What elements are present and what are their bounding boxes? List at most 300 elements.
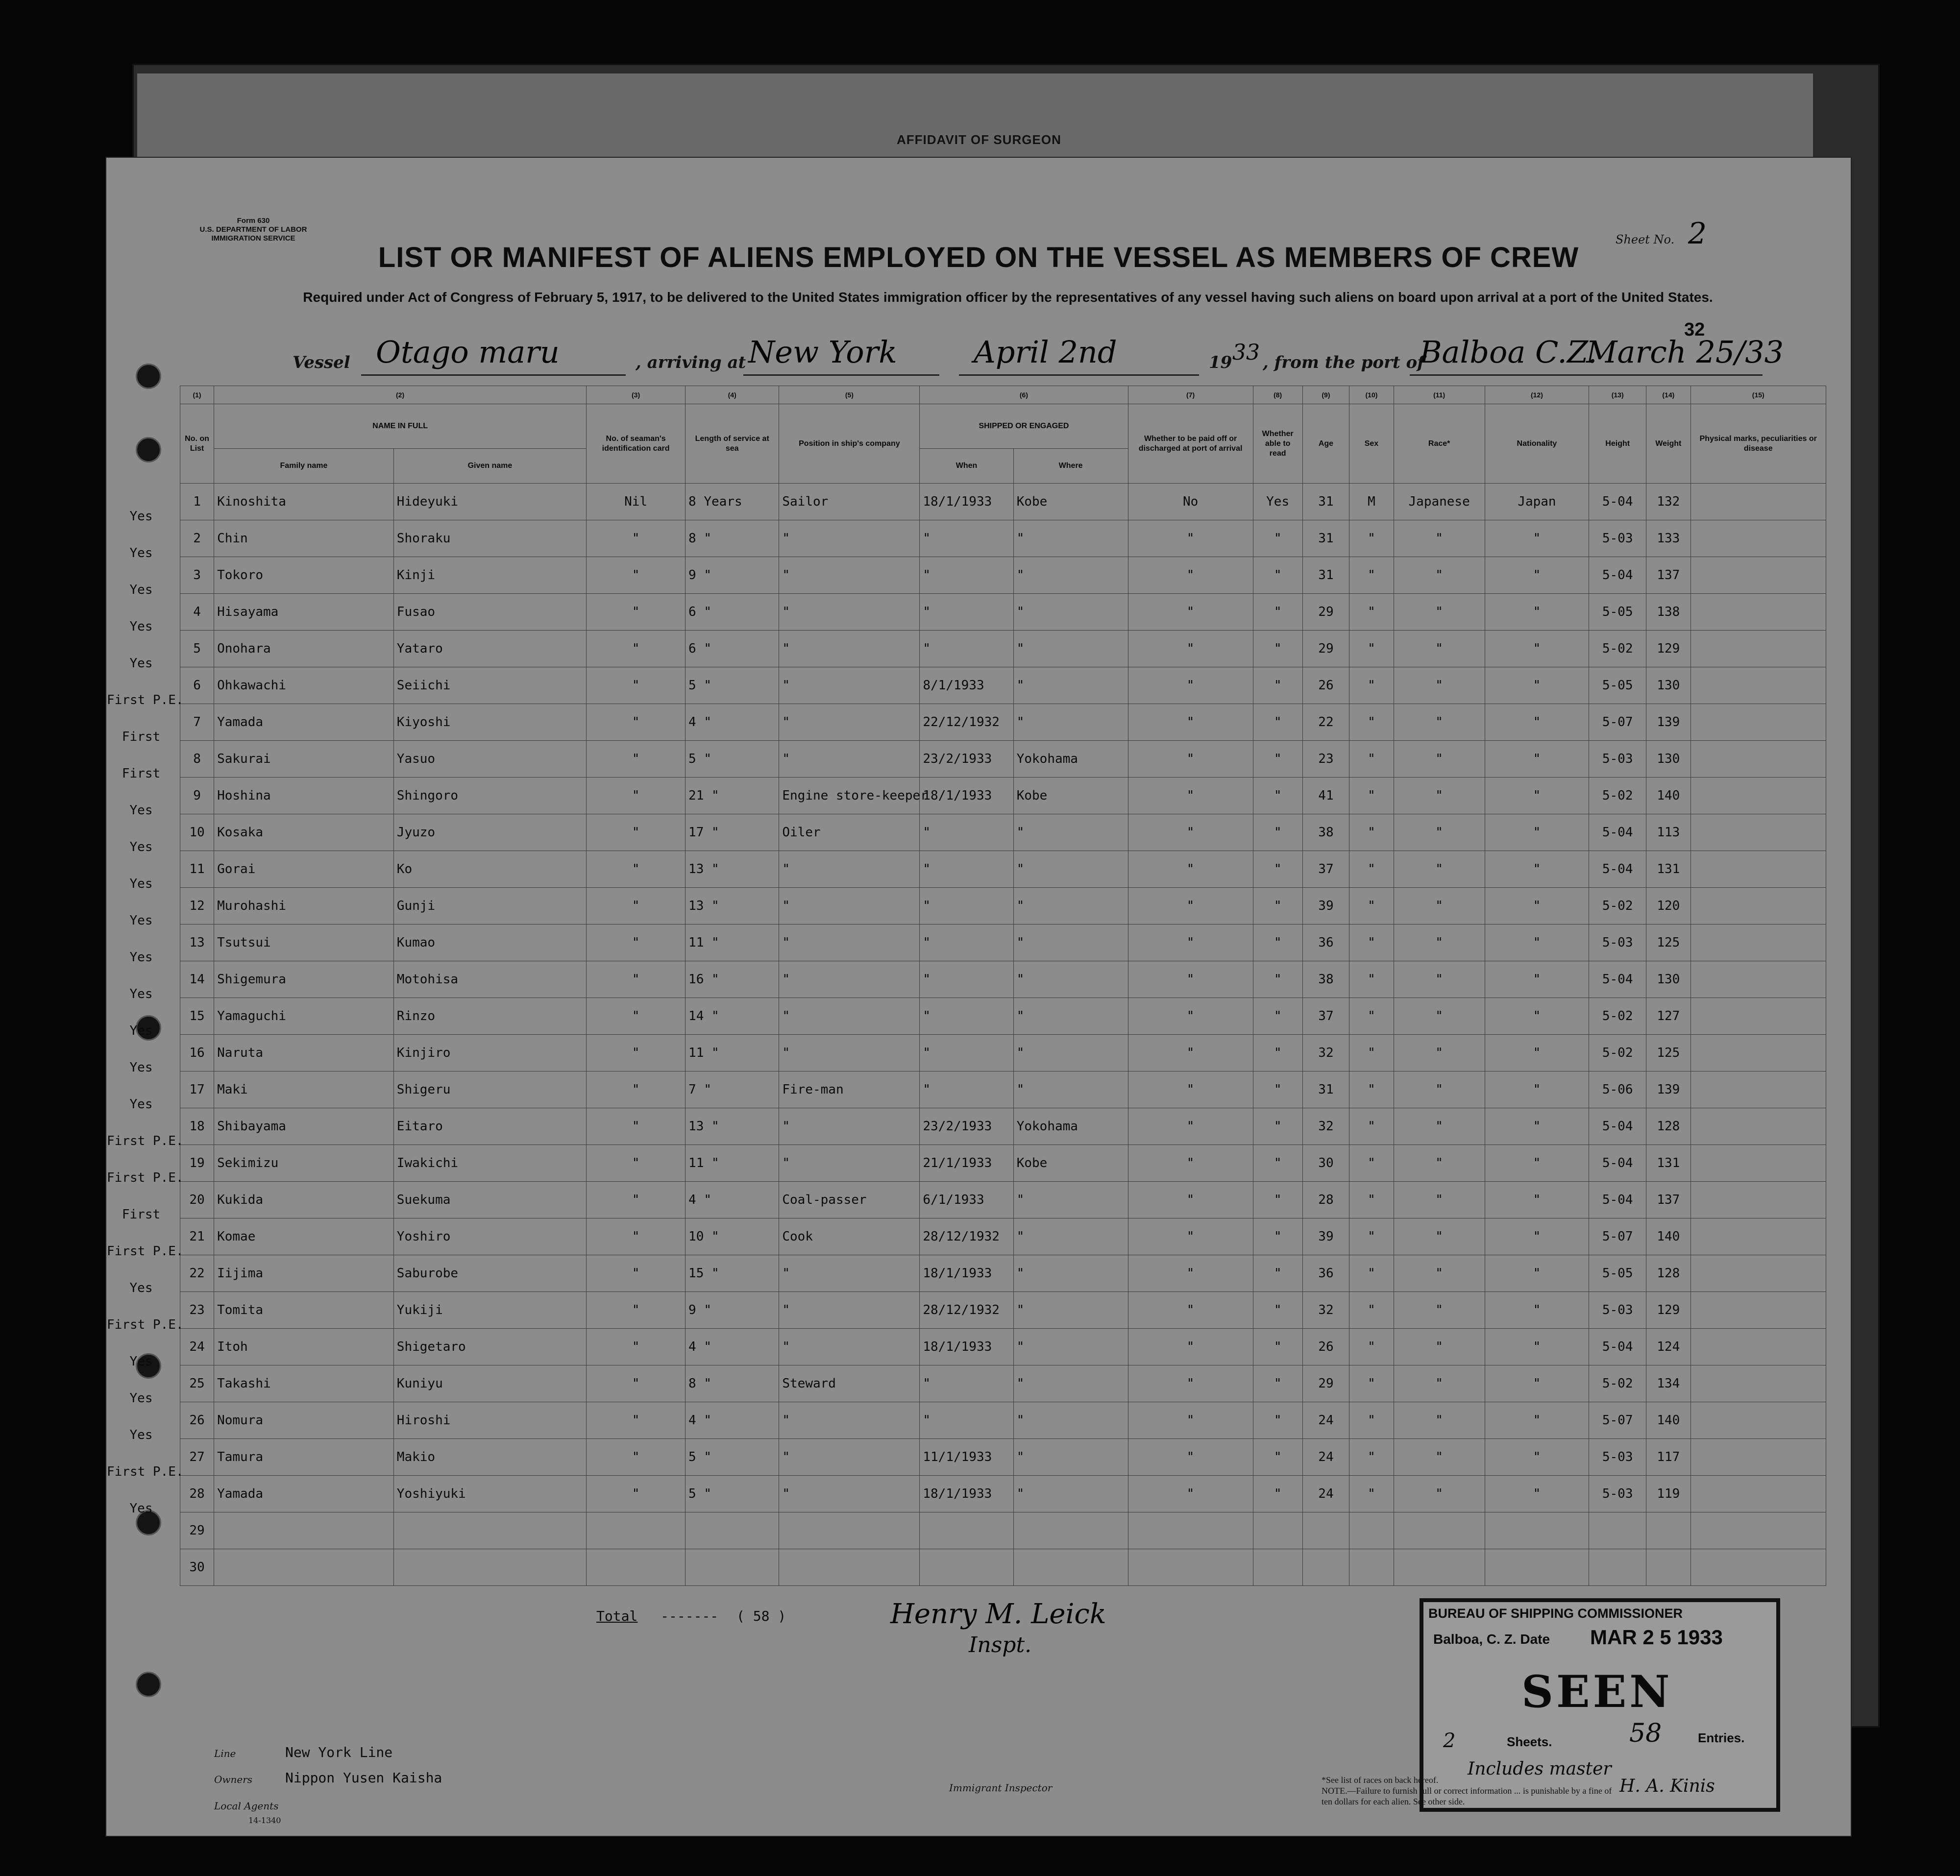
cell-nat: " [1485, 925, 1589, 961]
cell-when: " [920, 851, 1013, 888]
cell-card: " [587, 814, 686, 851]
cell-nat: " [1485, 631, 1589, 667]
cell-given: Yataro [393, 631, 586, 667]
row-note: First P.E. [107, 1244, 184, 1259]
col-num: (1) [180, 386, 214, 404]
cell-family [214, 1549, 394, 1586]
cell-height [1589, 1549, 1646, 1586]
cell-card: " [587, 1439, 686, 1476]
cell-service: 4 " [686, 1402, 779, 1439]
cell-when: 22/12/1932 [920, 704, 1013, 741]
cell-given: Makio [393, 1439, 586, 1476]
table-row [180, 1218, 1826, 1255]
cell-sex: " [1349, 1035, 1394, 1072]
cell-race: " [1394, 1145, 1485, 1182]
cell-nat: " [1485, 1072, 1589, 1108]
cell-card [587, 1512, 686, 1549]
cell-sex: " [1349, 888, 1394, 925]
cell-paid: " [1128, 961, 1253, 998]
cell-family: Hoshina [214, 778, 394, 814]
stamp-entries-num: 58 [1629, 1719, 1662, 1748]
cell-height: 5-02 [1589, 1035, 1646, 1072]
stamp-date: MAR 2 5 1933 [1590, 1626, 1723, 1649]
cell-paid: " [1128, 1072, 1253, 1108]
table-row [180, 1549, 1826, 1586]
from-label: , from the port of [1263, 353, 1424, 372]
cell-when: " [920, 594, 1013, 631]
cell-age [1302, 1549, 1349, 1586]
cell-weight [1646, 1512, 1690, 1549]
cell-service: 9 " [686, 557, 779, 594]
cell-no: 22 Yes [180, 1255, 214, 1292]
row-note: Yes [129, 1354, 153, 1369]
stamp-sheets-num: 2 [1443, 1730, 1456, 1752]
cell-race: " [1394, 1439, 1485, 1476]
cell-weight: 134 [1646, 1365, 1690, 1402]
cell-race: " [1394, 1329, 1485, 1365]
cell-read [1253, 1549, 1302, 1586]
cell-card: " [587, 1182, 686, 1218]
total-value: ( 58 ) [736, 1608, 786, 1624]
cell-where [1013, 1512, 1128, 1549]
cell-age: 29 [1302, 594, 1349, 631]
cell-marks [1690, 1072, 1826, 1108]
cell-no: 10 Yes [180, 814, 214, 851]
cell-weight: 133 [1646, 520, 1690, 557]
cell-nat: " [1485, 1182, 1589, 1218]
cell-no: 20 First [180, 1182, 214, 1218]
cell-paid: " [1128, 1035, 1253, 1072]
cell-nat: " [1485, 557, 1589, 594]
cell-read: Yes [1253, 484, 1302, 520]
cell-marks [1690, 484, 1826, 520]
cell-family: Gorai [214, 851, 394, 888]
arriving-label: , arriving at [636, 353, 746, 372]
cell-race: " [1394, 520, 1485, 557]
cell-given: Motohisa [393, 961, 586, 998]
cell-weight: 124 [1646, 1329, 1690, 1365]
cell-read: " [1253, 1476, 1302, 1512]
cell-marks [1690, 1512, 1826, 1549]
cell-position: " [779, 1292, 920, 1329]
cell-no: 13 Yes [180, 925, 214, 961]
cell-no: 8 First [180, 741, 214, 778]
cell-given: Fusao [393, 594, 586, 631]
cell-marks [1690, 851, 1826, 888]
table-row [180, 667, 1826, 704]
cell-sex: " [1349, 778, 1394, 814]
header-shipped: SHIPPED OR ENGAGED [920, 404, 1128, 449]
cell-given [393, 1512, 586, 1549]
cell-age: 26 [1302, 667, 1349, 704]
cell-paid: " [1128, 888, 1253, 925]
cell-card: " [587, 1329, 686, 1365]
table-row [180, 520, 1826, 557]
cell-sex [1349, 1549, 1394, 1586]
header-weight: Weight [1646, 404, 1690, 484]
col-num: (4) [686, 386, 779, 404]
cell-family: Sekimizu [214, 1145, 394, 1182]
cell-family: Tokoro [214, 557, 394, 594]
cell-weight: 139 [1646, 1072, 1690, 1108]
cell-age: 31 [1302, 520, 1349, 557]
stamp-initials: H. A. Kinis [1619, 1776, 1715, 1796]
cell-age: 31 [1302, 1072, 1349, 1108]
cell-paid: " [1128, 1255, 1253, 1292]
cell-sex: " [1349, 594, 1394, 631]
cell-marks [1690, 631, 1826, 667]
cell-age: 31 [1302, 484, 1349, 520]
cell-weight: 119 [1646, 1476, 1690, 1512]
header-sex: Sex [1349, 404, 1394, 484]
cell-nat: " [1485, 1439, 1589, 1476]
cell-family: Murohashi [214, 888, 394, 925]
cell-no: 9 Yes [180, 778, 214, 814]
cell-age: 24 [1302, 1439, 1349, 1476]
cell-position: Sailor [779, 484, 920, 520]
cell-height: 5-02 [1589, 631, 1646, 667]
cell-service: 5 " [686, 1476, 779, 1512]
cell-age: 36 [1302, 925, 1349, 961]
cell-service: 7 " [686, 1072, 779, 1108]
cell-read: " [1253, 704, 1302, 741]
header-position: Position in ship's company [779, 404, 920, 484]
cell-when: " [920, 631, 1013, 667]
cell-paid: " [1128, 851, 1253, 888]
footer-owners-label: Owners [214, 1774, 253, 1785]
sheet-number-value: 2 [1688, 217, 1707, 251]
col-num: (12) [1485, 386, 1589, 404]
cell-sex: " [1349, 1402, 1394, 1439]
row-note: Yes [129, 583, 153, 597]
cell-given: Kiyoshi [393, 704, 586, 741]
cell-family: Ohkawachi [214, 667, 394, 704]
cell-read: " [1253, 814, 1302, 851]
cell-family: Naruta [214, 1035, 394, 1072]
cell-position: " [779, 1108, 920, 1145]
cell-when: 21/1/1933 [920, 1145, 1013, 1182]
underline [959, 374, 1199, 376]
cell-race: " [1394, 1402, 1485, 1439]
cell-position: " [779, 961, 920, 998]
cell-position: " [779, 594, 920, 631]
stamp-entries-label: Entries. [1698, 1730, 1745, 1745]
cell-card [587, 1549, 686, 1586]
header-given-name: Given name [393, 449, 586, 484]
cell-no: 1 Yes [180, 484, 214, 520]
cell-sex: " [1349, 1218, 1394, 1255]
cell-where: Kobe [1013, 778, 1128, 814]
cell-given: Shingoro [393, 778, 586, 814]
cell-position: " [779, 741, 920, 778]
cell-height: 5-04 [1589, 961, 1646, 998]
sheet-label: Sheet No. [1616, 233, 1675, 246]
footer-line-label: Line [214, 1748, 236, 1759]
header-where: Where [1013, 449, 1128, 484]
cell-nat: " [1485, 594, 1589, 631]
col-num: (10) [1349, 386, 1394, 404]
cell-position: Cook [779, 1218, 920, 1255]
cell-no: 17 Yes [180, 1072, 214, 1108]
cell-paid: " [1128, 1182, 1253, 1218]
cell-card: " [587, 1035, 686, 1072]
cell-no: 27 First P.E. [180, 1439, 214, 1476]
cell-service: 8 Years [686, 484, 779, 520]
cell-position: " [779, 1329, 920, 1365]
cell-sex: " [1349, 1439, 1394, 1476]
cell-marks [1690, 925, 1826, 961]
cell-paid: " [1128, 814, 1253, 851]
cell-position: " [779, 704, 920, 741]
cell-when: " [920, 1035, 1013, 1072]
cell-sex: " [1349, 1292, 1394, 1329]
row-note: Yes [129, 877, 153, 891]
cell-family: Itoh [214, 1329, 394, 1365]
table-row [180, 1035, 1826, 1072]
cell-family: Iijima [214, 1255, 394, 1292]
cell-race: " [1394, 814, 1485, 851]
cell-service: 4 " [686, 1182, 779, 1218]
col-num: (14) [1646, 386, 1690, 404]
inspector-title: Inspt. [969, 1632, 1032, 1657]
cell-position: " [779, 1035, 920, 1072]
cell-position: " [779, 557, 920, 594]
cell-read: " [1253, 1145, 1302, 1182]
cell-service [686, 1512, 779, 1549]
cell-where: Kobe [1013, 484, 1128, 520]
cell-position: Engine store-keeper [779, 778, 920, 814]
cell-height: 5-07 [1589, 1402, 1646, 1439]
cell-where: " [1013, 1476, 1128, 1512]
cell-marks [1690, 1329, 1826, 1365]
col-num: (11) [1394, 386, 1485, 404]
cell-sex: " [1349, 925, 1394, 961]
cell-service: 5 " [686, 667, 779, 704]
cell-given: Kumao [393, 925, 586, 961]
cell-age: 38 [1302, 961, 1349, 998]
cell-when: " [920, 998, 1013, 1035]
underline [743, 374, 939, 376]
cell-card: " [587, 1365, 686, 1402]
cell-weight: 125 [1646, 925, 1690, 961]
cell-family [214, 1512, 394, 1549]
cell-nat: " [1485, 1108, 1589, 1145]
cell-card: " [587, 1255, 686, 1292]
cell-service: 10 " [686, 1218, 779, 1255]
cell-age: 29 [1302, 1365, 1349, 1402]
cell-weight: 127 [1646, 998, 1690, 1035]
cell-weight: 140 [1646, 778, 1690, 814]
row-note: First [122, 730, 161, 744]
table-row [180, 484, 1826, 520]
cell-position: " [779, 1476, 920, 1512]
cell-where: " [1013, 851, 1128, 888]
cell-marks [1690, 1292, 1826, 1329]
cell-card: " [587, 778, 686, 814]
table-row [180, 1402, 1826, 1439]
cell-when [920, 1512, 1013, 1549]
row-note: Yes [129, 1060, 153, 1075]
cell-height: 5-05 [1589, 667, 1646, 704]
cell-read: " [1253, 1182, 1302, 1218]
cell-weight: 130 [1646, 667, 1690, 704]
cell-weight: 132 [1646, 484, 1690, 520]
cell-where: " [1013, 667, 1128, 704]
header-when: When [920, 449, 1013, 484]
cell-service [686, 1549, 779, 1586]
cell-when: " [920, 1402, 1013, 1439]
cell-position: " [779, 520, 920, 557]
cell-no: 28 Yes [180, 1476, 214, 1512]
cell-marks [1690, 1402, 1826, 1439]
cell-given: Jyuzo [393, 814, 586, 851]
cell-paid: " [1128, 1365, 1253, 1402]
cell-where: " [1013, 1329, 1128, 1365]
cell-when: " [920, 888, 1013, 925]
cell-race: " [1394, 557, 1485, 594]
affidavit-title: AFFIDAVIT OF SURGEON [897, 132, 1061, 147]
cell-paid: " [1128, 1402, 1253, 1439]
cell-when: 28/12/1932 [920, 1218, 1013, 1255]
cell-read: " [1253, 1292, 1302, 1329]
cell-age: 38 [1302, 814, 1349, 851]
cell-read: " [1253, 1402, 1302, 1439]
cell-nat: " [1485, 1402, 1589, 1439]
cell-no: 12 Yes [180, 888, 214, 925]
header-marks: Physical marks, peculiarities or disease [1690, 404, 1826, 484]
row-note: Yes [129, 619, 153, 634]
cell-race: " [1394, 1182, 1485, 1218]
cell-service: 13 " [686, 888, 779, 925]
cell-position: " [779, 1145, 920, 1182]
header-height: Height [1589, 404, 1646, 484]
footer-owners-value: Nippon Yusen Kaisha [285, 1770, 442, 1786]
table-row [180, 1255, 1826, 1292]
cell-service: 5 " [686, 1439, 779, 1476]
table-row [180, 557, 1826, 594]
cell-marks [1690, 1255, 1826, 1292]
cell-card: Nil [587, 484, 686, 520]
table-row [180, 1182, 1826, 1218]
cell-where: " [1013, 814, 1128, 851]
cell-height [1589, 1512, 1646, 1549]
cell-position: Oiler [779, 814, 920, 851]
cell-nat: " [1485, 851, 1589, 888]
cell-no: 23 First P.E. [180, 1292, 214, 1329]
cell-no: 3 Yes [180, 557, 214, 594]
cell-nat: " [1485, 778, 1589, 814]
row-note: Yes [129, 509, 153, 524]
cell-paid [1128, 1512, 1253, 1549]
cell-race: Japanese [1394, 484, 1485, 520]
cell-position: " [779, 631, 920, 667]
col-num: (2) [214, 386, 587, 404]
cell-no: 14 Yes [180, 961, 214, 998]
cell-service: 15 " [686, 1255, 779, 1292]
cell-age: 24 [1302, 1402, 1349, 1439]
cell-height: 5-03 [1589, 741, 1646, 778]
cell-marks [1690, 1145, 1826, 1182]
cell-height: 5-06 [1589, 1072, 1646, 1108]
cell-marks [1690, 888, 1826, 925]
cell-marks [1690, 667, 1826, 704]
document-title: LIST OR MANIFEST OF ALIENS EMPLOYED ON THE VESSEL AS MEMBERS OF CREW [378, 242, 1579, 273]
cell-height: 5-03 [1589, 1439, 1646, 1476]
cell-given: Iwakichi [393, 1145, 586, 1182]
cell-sex: " [1349, 741, 1394, 778]
row-note: First P.E. [107, 1317, 184, 1332]
cell-where: Kobe [1013, 1145, 1128, 1182]
row-note: Yes [129, 546, 153, 560]
cell-read: " [1253, 925, 1302, 961]
cell-family: Shigemura [214, 961, 394, 998]
cell-given [393, 1549, 586, 1586]
cell-race: " [1394, 1292, 1485, 1329]
cell-service: 9 " [686, 1292, 779, 1329]
cell-nat: " [1485, 1255, 1589, 1292]
cell-height: 5-04 [1589, 557, 1646, 594]
cell-age: 26 [1302, 1329, 1349, 1365]
cell-position: " [779, 998, 920, 1035]
cell-no: 11 Yes [180, 851, 214, 888]
cell-no: 16 Yes [180, 1035, 214, 1072]
cell-given: Gunji [393, 888, 586, 925]
table-row [180, 925, 1826, 961]
cell-position: " [779, 888, 920, 925]
col-num: (8) [1253, 386, 1302, 404]
cell-given: Yoshiyuki [393, 1476, 586, 1512]
stamp-seen: SEEN [1521, 1666, 1673, 1718]
cell-sex [1349, 1512, 1394, 1549]
cell-sex: " [1349, 998, 1394, 1035]
cell-no: 19 First P.E. [180, 1145, 214, 1182]
cell-height: 5-05 [1589, 594, 1646, 631]
cell-given: Yasuo [393, 741, 586, 778]
cell-marks [1690, 520, 1826, 557]
cell-given: Kinji [393, 557, 586, 594]
cell-marks [1690, 1476, 1826, 1512]
cell-sex: M [1349, 484, 1394, 520]
cell-weight: 139 [1646, 704, 1690, 741]
cell-service: 17 " [686, 814, 779, 851]
cell-service: 13 " [686, 1108, 779, 1145]
cell-read: " [1253, 998, 1302, 1035]
cell-paid: No [1128, 484, 1253, 520]
cell-weight: 128 [1646, 1108, 1690, 1145]
header-nationality: Nationality [1485, 404, 1589, 484]
cell-height: 5-05 [1589, 1255, 1646, 1292]
cell-marks [1690, 1108, 1826, 1145]
from-date: March 25/33 [1586, 334, 1784, 370]
cell-weight: 128 [1646, 1255, 1690, 1292]
cell-read: " [1253, 631, 1302, 667]
cell-marks [1690, 1549, 1826, 1586]
cell-service: 4 " [686, 1329, 779, 1365]
cell-position: Fire-man [779, 1072, 920, 1108]
cell-paid: " [1128, 778, 1253, 814]
cell-family: Nomura [214, 1402, 394, 1439]
row-note: Yes [129, 1428, 153, 1442]
cell-given: Kuniyu [393, 1365, 586, 1402]
cell-read: " [1253, 557, 1302, 594]
cell-age: 29 [1302, 631, 1349, 667]
cell-read: " [1253, 961, 1302, 998]
row-note: First P.E. [107, 1464, 184, 1479]
cell-age: 32 [1302, 1108, 1349, 1145]
cell-weight: 117 [1646, 1439, 1690, 1476]
cell-card: " [587, 851, 686, 888]
cell-sex: " [1349, 1365, 1394, 1402]
